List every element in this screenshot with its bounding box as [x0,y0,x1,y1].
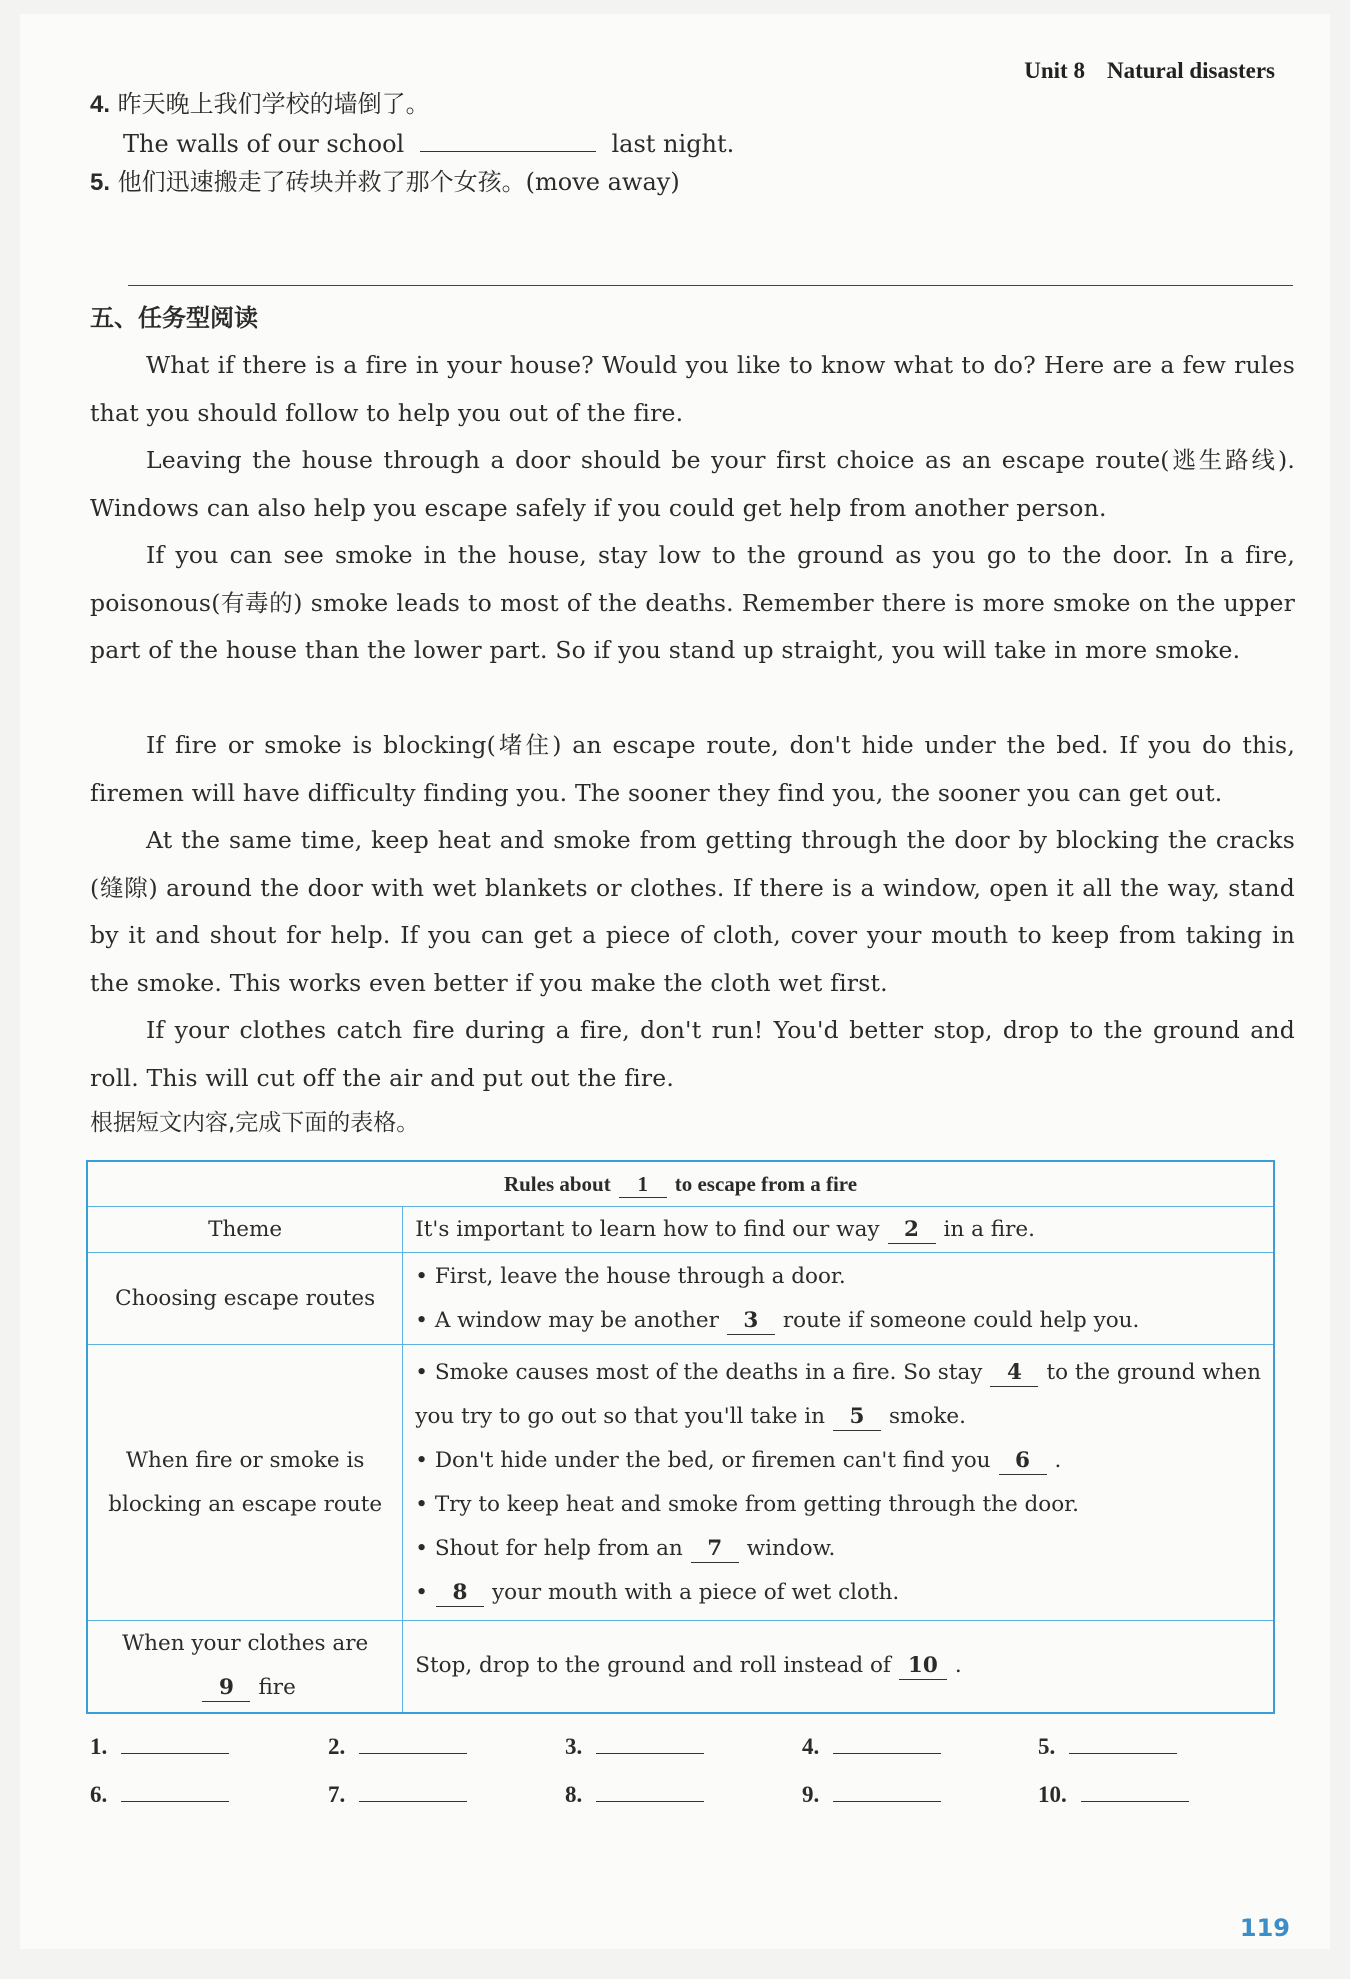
unit-label: Unit 8 [1024,58,1085,83]
blank-8[interactable]: 8 [436,1580,484,1607]
question-4-answer-blank[interactable] [420,131,596,152]
page-number: 119 [1239,1914,1290,1942]
blank-5[interactable]: 5 [833,1404,881,1431]
unit-title: Natural disasters [1106,58,1275,83]
blank-1[interactable]: 1 [619,1171,667,1198]
passage-paragraph: Leaving the house through a door should be your first choice as an escape route(逃生路线). Windows can also help you escape safely if you could get help from another person. [90,446,1295,522]
question-5-chinese: 5. 他们迅速搬走了砖块并救了那个女孩。(move away) [90,168,680,196]
passage-paragraph: If fire or smoke is blocking(堵住) an escape route, don't hide under the bed. If you do this, firemen will have difficulty finding you. The sooner they find you, the sooner you can get out. [90,731,1295,807]
workbook-page [20,14,1330,1949]
answer-item[interactable]: 3. [565,1734,704,1760]
question-4-english: The walls of our school last night. [123,130,735,158]
answer-item[interactable]: 2. [328,1734,467,1760]
blank-4[interactable]: 4 [990,1360,1038,1387]
answer-item[interactable]: 7. [328,1782,467,1808]
passage-paragraph: What if there is a fire in your house? Would you like to know what to do? Here are a few rules that you should follow to help you out of the fire. [90,351,1295,427]
answer-item[interactable]: 5. [1038,1734,1177,1760]
section-title: 五、任务型阅读 [90,304,258,332]
answer-item[interactable]: 1. [90,1734,229,1760]
answer-item[interactable]: 4. [802,1734,941,1760]
passage-paragraph: At the same time, keep heat and smoke from getting through the door by blocking the cracks (缝隙) around the door with wet blankets or clothes. If there is a window, open it all the way, stand by it and shout for help. If you can get a piece of cloth, cover your mouth to keep from taking in the smoke. This works even better if you make the cloth wet first. [90,826,1295,997]
blank-2[interactable]: 2 [888,1217,936,1244]
blank-6[interactable]: 6 [999,1448,1047,1475]
question-5-answer-line[interactable] [128,285,1293,286]
row-content-theme: It's important to learn how to find our way 2 in a fire. [403,1207,1274,1253]
answer-table [86,1160,1275,1714]
row-content-clothes: Stop, drop to the ground and roll instead of 10 . [403,1621,1274,1713]
question-4-chinese: 4. 昨天晚上我们学校的墙倒了。 [90,90,430,118]
row-label-escape-routes: Choosing escape routes [87,1253,403,1345]
blank-7[interactable]: 7 [691,1536,739,1563]
answer-item[interactable]: 8. [565,1782,704,1808]
answer-item[interactable]: 9. [802,1782,941,1808]
instruction-text: 根据短文内容,完成下面的表格。 [90,1110,420,1136]
blank-9[interactable]: 9 [202,1675,250,1702]
row-label-clothes: When your clothes are 9 fire [87,1621,403,1713]
passage-paragraph: If your clothes catch fire during a fire, don't run! You'd better stop, drop to the ground and roll. This will cut off the air and put out the fire. [90,1016,1295,1092]
answer-item[interactable]: 10. [1038,1782,1189,1808]
passage-paragraph: If you can see smoke in the house, stay low to the ground as you go to the door. In a fire, poisonous(有毒的) smoke leads to most of the deaths. Remember there is more smoke on the upper part of the house than the lower part. So if you stand up straight, you will take in more smoke. [90,541,1295,664]
blank-10[interactable]: 10 [899,1653,947,1680]
row-content-blocking: • Smoke causes most of the deaths in a fire. So stay 4 to the ground when you try to go out so that you'll take in 5 smoke. • Don't hide under the bed, or firemen can't find you 6 . • Try to keep heat and smoke from getting through the door. • Shout for help from an 7 window. • 8 your mouth with a piece of wet cloth. [403,1345,1274,1621]
blank-3[interactable]: 3 [727,1308,775,1335]
row-label-theme: Theme [87,1207,403,1253]
table-caption: Rules about 1 to escape from a fire [87,1161,1274,1207]
row-label-blocking: When fire or smoke is blocking an escape route [87,1345,403,1621]
answer-item[interactable]: 6. [90,1782,229,1808]
row-content-escape-routes: • First, leave the house through a door. • A window may be another 3 route if someone could help you. [403,1253,1274,1345]
